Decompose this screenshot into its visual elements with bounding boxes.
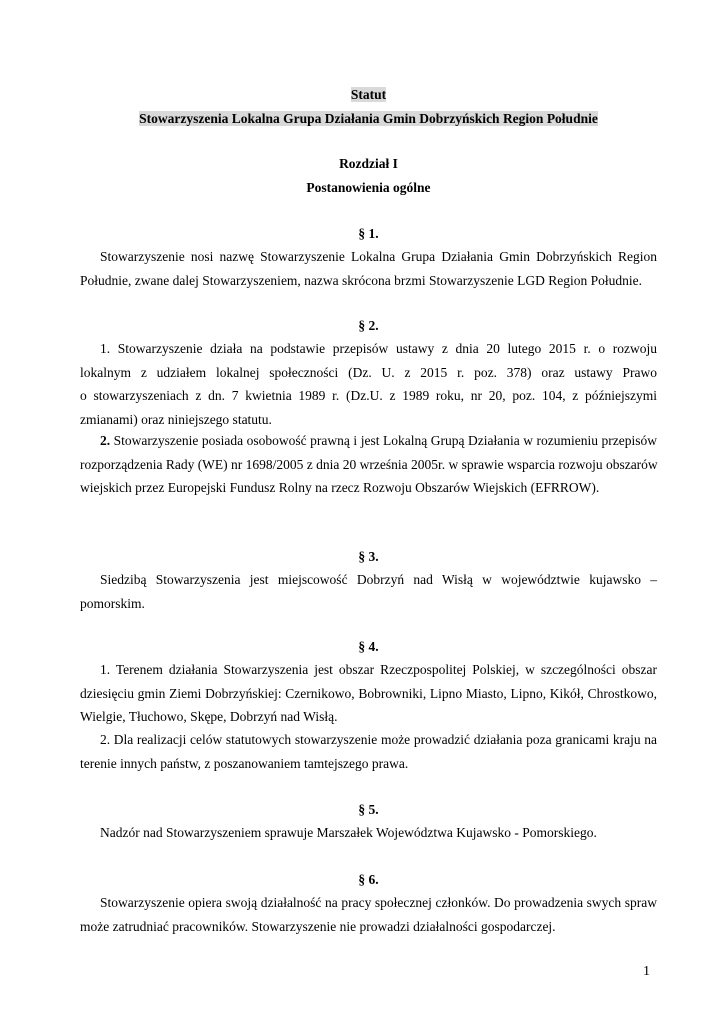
text-line: Siedzibą Stowarzyszenia jest miejscowość Dobrzyń nad Wisłą w województwie kujawsko – <box>100 572 657 587</box>
text-line: lokalnym z udziałem lokalnej społeczności (Dz. U. z 2015 r. poz. 378) oraz ustawy Prawo <box>80 364 657 380</box>
section-2-heading: § 2. <box>358 318 379 333</box>
text-line: Nadzór nad Stowarzyszeniem sprawuje Marszałek Województwa Kujawsko - Pomorskiego. <box>100 825 597 840</box>
section-5-text <box>80 821 657 845</box>
section-2-paragraph-2 <box>80 429 657 500</box>
page-number: 1 <box>643 964 650 979</box>
text-line: wiejskich przez Europejski Fundusz Rolny na rzecz Rozwoju Obszarów Wiejskich (EFRROW). <box>80 480 600 495</box>
text-line: 2. Stowarzyszenie posiada osobowość prawną i jest Lokalną Grupą Działania w rozumieniu przepisów <box>100 433 657 448</box>
chapter-number: Rozdział I <box>339 156 398 171</box>
section-3-heading: § 3. <box>358 549 379 564</box>
section-1-heading: § 1. <box>358 226 379 241</box>
text-line: o stowarzyszeniach z dn. 7 kwietnia 1989 r. (Dz.U. z 1989 roku, nr 20, poz. 104, z późniejszymi <box>80 388 657 403</box>
text-line: 1. Terenem działania Stowarzyszenia jest obszar Rzeczpospolitej Polskiej, w szczególności obszar <box>100 662 657 677</box>
section-4-heading: § 4. <box>358 639 379 654</box>
text-line: Południe, zwane dalej Stowarzyszeniem, nazwa skrócona brzmi Stowarzyszenie LGD Region Południe. <box>80 272 642 288</box>
text-line: zmianami) oraz niniejszego statutu. <box>80 411 272 427</box>
section-2-paragraph-1 <box>80 337 657 431</box>
text-line: rozporządzenia Rady (WE) nr 1698/2005 z dnia 20 września 2005r. w sprawie wsparcia rozwoju obszarów <box>80 456 658 472</box>
section-6-heading: § 6. <box>358 872 379 887</box>
document-subtitle: Stowarzyszenia Lokalna Grupa Działania Gmin Dobrzyńskich Region Południe <box>139 111 598 126</box>
text-line: pomorskim. <box>80 595 145 611</box>
section-5-heading: § 5. <box>358 802 379 817</box>
text-line: Stowarzyszenie nosi nazwę Stowarzyszenie Lokalna Grupa Działania Gmin Dobrzyńskich Region <box>100 249 657 264</box>
section-3-text <box>80 568 657 615</box>
text-line: Stowarzyszenie opiera swoją działalność na pracy społecznej członków. Do prowadzenia swych spraw <box>100 895 657 910</box>
chapter-title: Postanowienia ogólne <box>306 180 431 195</box>
section-4-paragraph-1 <box>80 658 657 729</box>
text-line: dziesięciu gmin Ziemi Dobrzyńskiej: Czernikowo, Bobrowniki, Lipno Miasto, Lipno, Kikół, Chrostkowo, <box>80 685 657 701</box>
paragraph-number: 2. <box>100 433 111 448</box>
text-line: 2. Dla realizacji celów statutowych stowarzyszenie może prowadzić działania poza granicami kraju na <box>100 732 657 747</box>
text-line: terenie innych państw, z poszanowaniem tamtejszego prawa. <box>80 755 409 771</box>
text-line: 1. Stowarzyszenie działa na podstawie przepisów ustawy z dnia 20 lutego 2015 r. o rozwoju <box>100 341 657 356</box>
section-6-text <box>80 891 657 938</box>
text-line: Wielgie, Tłuchowo, Skępe, Dobrzyń nad Wisłą. <box>80 709 338 724</box>
document-title: Statut <box>350 87 387 102</box>
section-1-text <box>80 245 657 292</box>
section-4-paragraph-2 <box>80 728 657 775</box>
text-line: może zatrudniać pracowników. Stowarzyszenie nie prowadzi działalności gospodarczej. <box>80 918 556 934</box>
